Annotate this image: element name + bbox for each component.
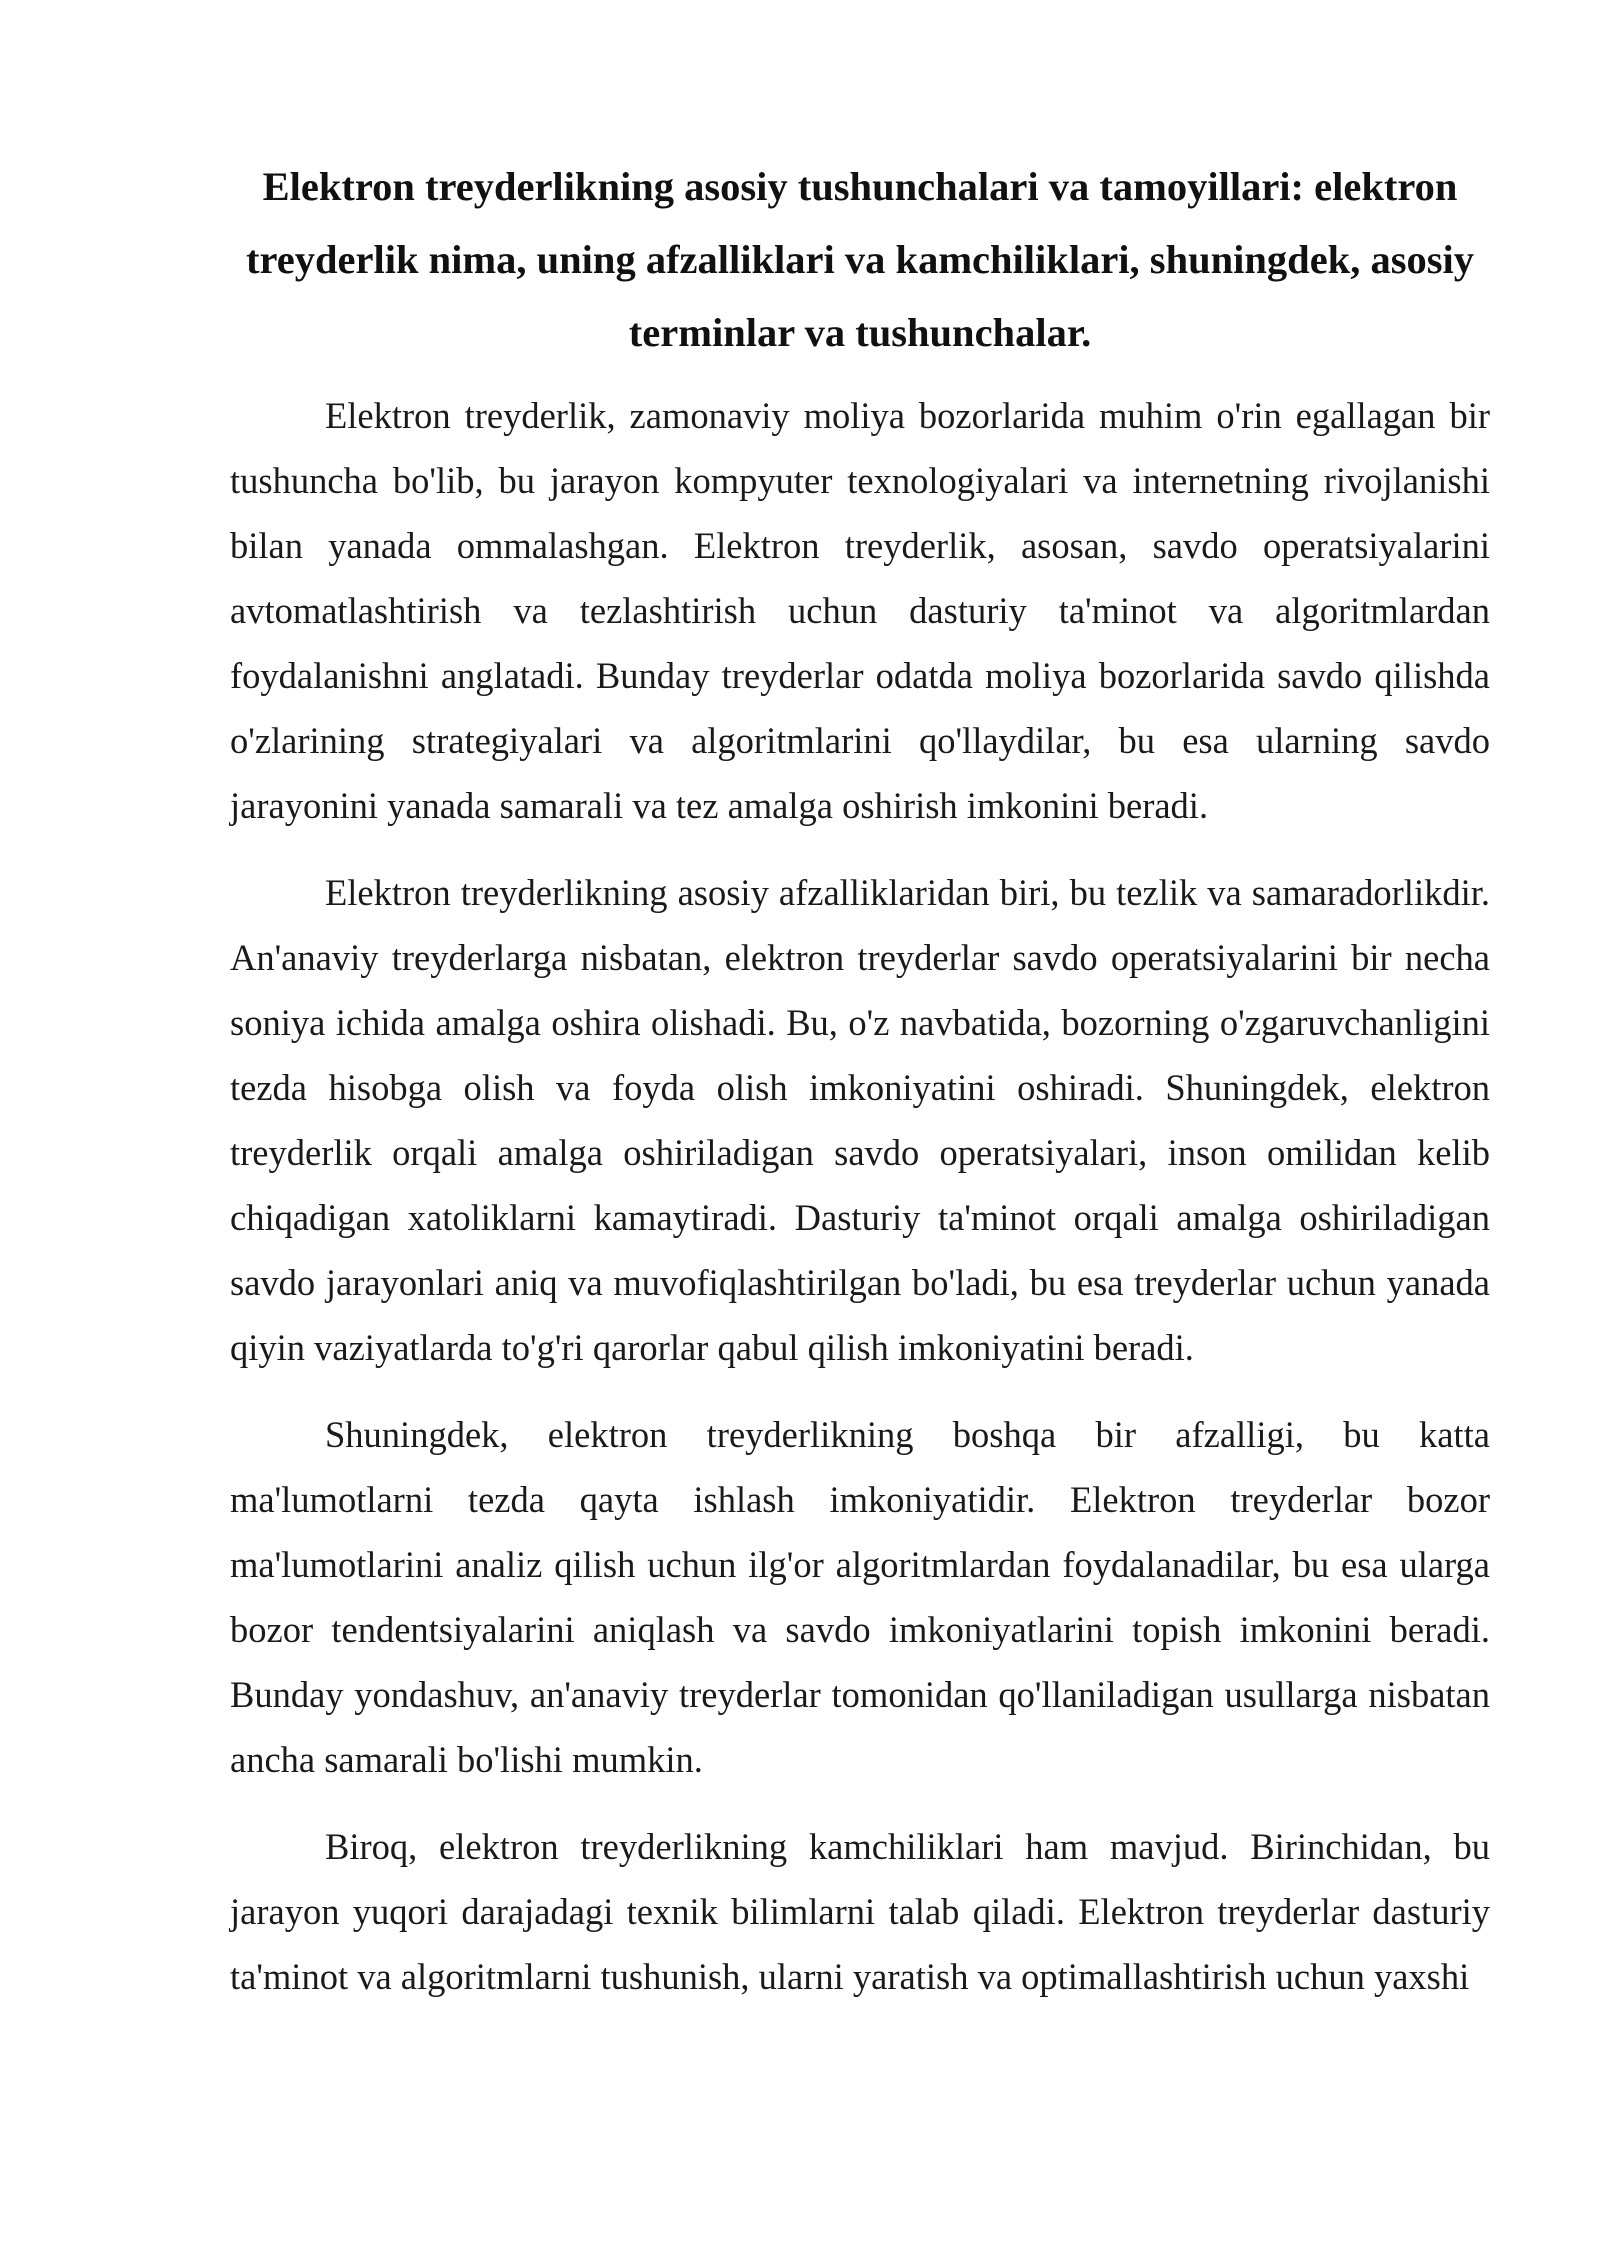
document-page: [230, 150, 1490, 2031]
paragraph-4: Biroq, elektron treyderlikning kamchiliklari ham mavjud. Birinchidan, bu jarayon yuqori darajadagi texnik bilimlarni talab qiladi. Elektron treyderlar dasturiy ta'minot va algoritmlarni tushunish, ularni yaratish va optimallashtirish uchun yaxshi: [230, 1826, 1490, 1997]
paragraph-2: Elektron treyderlikning asosiy afzalliklaridan biri, bu tezlik va samaradorlikdir. An'anaviy treyderlarga nisbatan, elektron treyderlar savdo operatsiyalarini bir necha soniya ichida amalga oshira olishadi. Bu, o'z navbatida, bozorning o'zgaruvchanligini tezda hisobga olish va foyda olish imkoniyatini oshiradi. Shuningdek, elektron treyderlik orqali amalga oshiriladigan savdo operatsiyalari, inson omilidan kelib chiqadigan xatoliklarni kamaytiradi. Dasturiy ta'minot orqali amalga oshiriladigan savdo jarayonlari aniq va muvofiqlashtirilgan bo'ladi, bu esa treyderlar uchun yanada qiyin vaziyatlarda to'g'ri qarorlar qabul qilish imkoniyatini beradi.: [230, 872, 1490, 1368]
document-title: Elektron treyderlikning asosiy tushunchalari va tamoyillari: elektron treyderlik nima, uning afzalliklari va kamchiliklari, shuningdek, asosiy terminlar va tushunchalar.: [246, 164, 1474, 355]
paragraph-3: Shuningdek, elektron treyderlikning boshqa bir afzalligi, bu katta ma'lumotlarni tezda qayta ishlash imkoniyatidir. Elektron treyderlar bozor ma'lumotlarini analiz qilish uchun ilg'or algoritmlardan foydalanadilar, bu esa ularga bozor tendentsiyalarini aniqlash va savdo imkoniyatlarini topish imkonini beradi. Bunday yondashuv, an'anaviy treyderlar tomonidan qo'llaniladigan usullarga nisbatan ancha samarali bo'lishi mumkin.: [230, 1414, 1490, 1780]
paragraph-1: Elektron treyderlik, zamonaviy moliya bozorlarida muhim o'rin egallagan bir tushuncha bo'lib, bu jarayon kompyuter texnologiyalari va internetning rivojlanishi bilan yanada ommalashgan. Elektron treyderlik, asosan, savdo operatsiyalarini avtomatlashtirish va tezlashtirish uchun dasturiy ta'minot va algoritmlardan foydalanishni anglatadi. Bunday treyderlar odatda moliya bozorlarida savdo qilishda o'zlarining strategiyalari va algoritmlarini qo'llaydilar, bu esa ularning savdo jarayonini yanada samarali va tez amalga oshirish imkonini beradi.: [230, 395, 1490, 826]
